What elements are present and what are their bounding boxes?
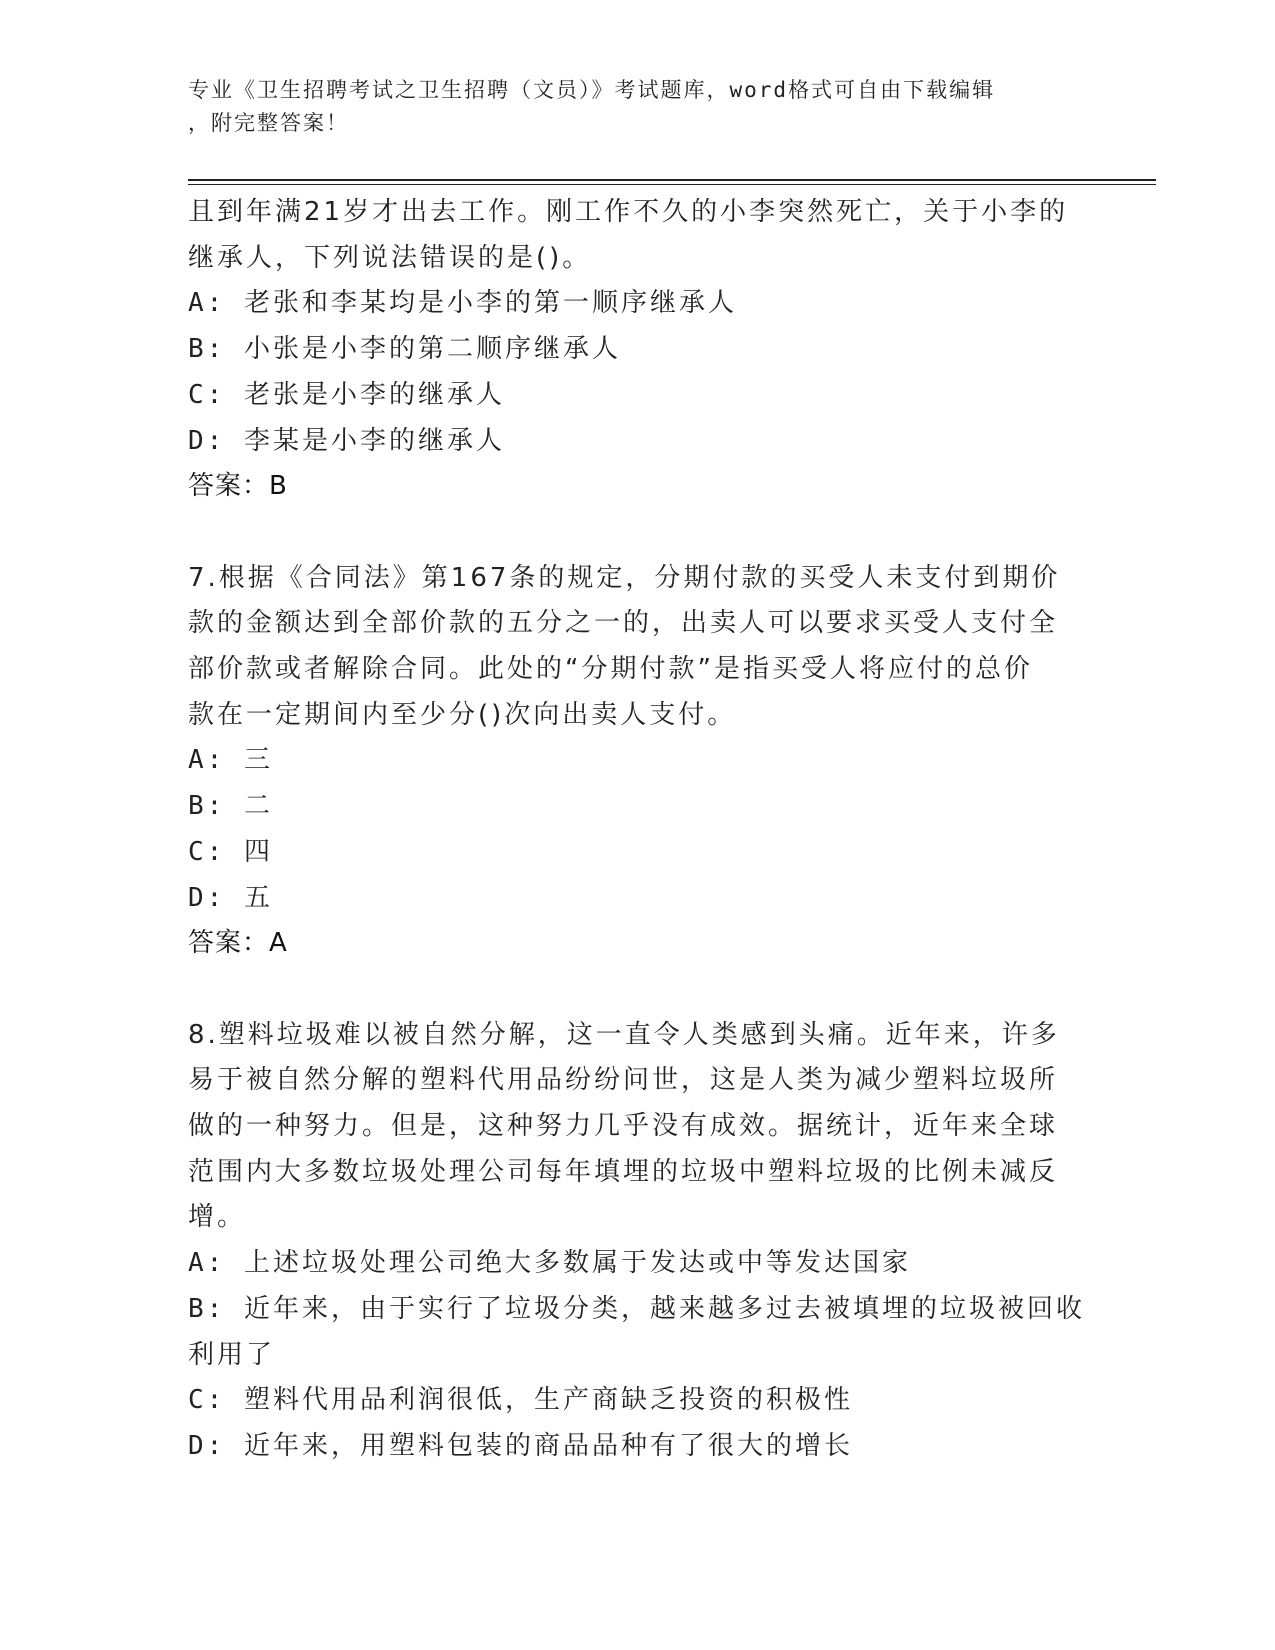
question-text-line: 7.根据《合同法》第167条的规定，分期付款的买受人未支付到期价 [188,562,1061,593]
question-text-line: 且到年满21岁才出去工作。刚工作不久的小李突然死亡，关于小李的 [188,197,1069,227]
option-a: A: 三 [188,745,273,776]
question-8 [188,1013,1088,1470]
question-text-line: 款的金额达到全部价款的五分之一的，出卖人可以要求买受人支付全 [188,608,1059,639]
header-divider [188,179,1156,181]
answer: 答案：A [188,928,288,959]
question-content [188,190,1088,1470]
option-a: A: 上述垃圾处理公司绝大多数属于发达或中等发达国家 [188,1248,911,1279]
option-b: B: 小张是小李的第二顺序继承人 [188,334,621,365]
question-text-line: 做的一种努力。但是，这种努力几乎没有成效。据统计，近年来全球 [188,1111,1059,1142]
option-b: B: 二 [188,791,273,822]
question-text-line: 款在一定期间内至少分()次向出卖人支付。 [188,699,737,730]
option-d: D: 近年来，用塑料包装的商品品种有了很大的增长 [188,1430,853,1461]
option-c: C: 塑料代用品利润很低，生产商缺乏投资的积极性 [188,1385,853,1416]
header-line-1: 专业《卫生招聘考试之卫生招聘（文员）》考试题库，word格式可自由下载编辑 [188,78,996,102]
question-text-line: 易于被自然分解的塑料代用品纷纷问世，这是人类为减少塑料垃圾所 [188,1065,1059,1096]
option-c: C: 四 [188,836,273,867]
answer: 答案：B [188,471,288,502]
question-text-line: 增。 [188,1202,247,1233]
spacer [188,967,1088,1013]
option-a: A: 老张和李某均是小李的第一顺序继承人 [188,288,737,319]
header-line-2: ，附完整答案！ [188,111,349,135]
question-text-line: 8.塑料垃圾难以被自然分解，这一直令人类感到头痛。近年来，许多 [188,1019,1060,1050]
spacer [188,510,1088,556]
option-d: D: 李某是小李的继承人 [188,425,505,456]
option-b-continued: 利用了 [188,1339,276,1370]
question-6 [188,190,1088,510]
header-divider-thin [188,184,1156,185]
document-header [188,74,1088,140]
option-d: D: 五 [188,882,273,913]
option-b: B: 近年来，由于实行了垃圾分类，越来越多过去被填埋的垃圾被回收 [188,1293,1085,1324]
question-text-line: 范围内大多数垃圾处理公司每年填埋的垃圾中塑料垃圾的比例未减反 [188,1156,1059,1187]
question-text-line: 继承人，下列说法错误的是()。 [188,242,592,273]
question-text-line: 部价款或者解除合同。此处的“分期付款”是指买受人将应付的总价 [188,654,1033,685]
question-7 [188,556,1088,967]
option-c: C: 老张是小李的继承人 [188,379,505,410]
